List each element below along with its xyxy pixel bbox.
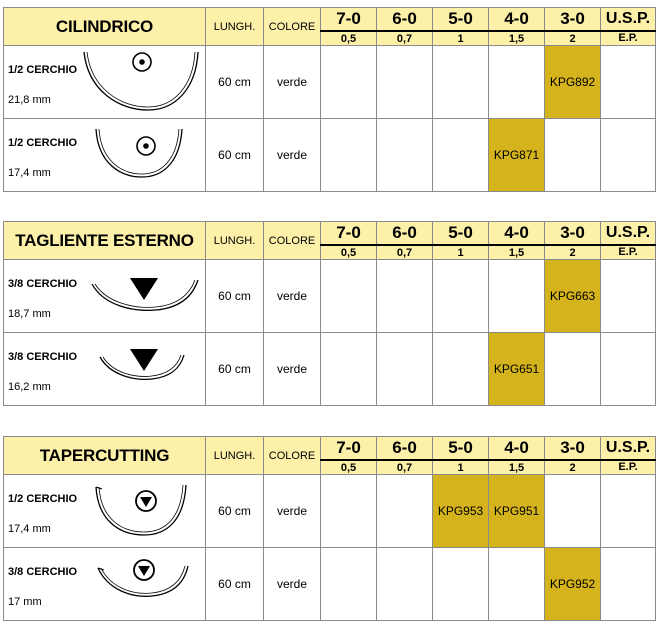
color-value: verde xyxy=(264,260,321,333)
size-4-0: 4-0 xyxy=(489,437,545,461)
code-cell-kpg651[interactable]: KPG651 xyxy=(489,333,545,406)
ep-0-5: 0,5 xyxy=(321,245,377,260)
needle-type: 1/2 CERCHIO xyxy=(8,64,78,76)
ep-0-5: 0,5 xyxy=(321,460,377,475)
empty-cell xyxy=(601,46,656,119)
code-cell xyxy=(433,119,489,192)
ep-2: 2 xyxy=(545,460,601,475)
code-cell xyxy=(321,548,377,621)
code-cell xyxy=(321,333,377,406)
needle-type: 1/2 CERCHIO xyxy=(8,137,78,149)
ep-1-5: 1,5 xyxy=(489,31,545,46)
size-7-0: 7-0 xyxy=(321,437,377,461)
size-5-0: 5-0 xyxy=(433,8,489,32)
three-eighths-needle-icon xyxy=(74,262,202,330)
code-cell xyxy=(545,333,601,406)
code-cell xyxy=(377,548,433,621)
code-cell xyxy=(321,475,377,548)
color-value: verde xyxy=(264,475,321,548)
color-value: verde xyxy=(264,548,321,621)
triangle-down-icon xyxy=(130,278,158,300)
section-title: TAPERCUTTING xyxy=(4,437,206,475)
code-cell xyxy=(489,260,545,333)
usp-label: U.S.P. xyxy=(601,8,656,32)
usp-label: U.S.P. xyxy=(601,222,656,246)
code-cell xyxy=(321,46,377,119)
ep-0-7: 0,7 xyxy=(377,245,433,260)
size-5-0: 5-0 xyxy=(433,222,489,246)
needle-type: 3/8 CERCHIO xyxy=(8,278,78,290)
circle-dot-icon xyxy=(137,137,155,155)
ep-2: 2 xyxy=(545,31,601,46)
empty-cell xyxy=(601,548,656,621)
col-colore: COLORE xyxy=(264,8,321,46)
size-3-0: 3-0 xyxy=(545,222,601,246)
size-3-0: 3-0 xyxy=(545,437,601,461)
ep-0-7: 0,7 xyxy=(377,31,433,46)
ep-0-7: 0,7 xyxy=(377,460,433,475)
table-row xyxy=(4,119,656,192)
length-value: 60 cm xyxy=(206,260,264,333)
needle-size: 17,4 mm xyxy=(8,167,51,179)
needle-cell xyxy=(4,333,206,406)
length-value: 60 cm xyxy=(206,333,264,406)
code-cell xyxy=(377,333,433,406)
code-cell xyxy=(489,548,545,621)
table-cilindrico xyxy=(3,7,656,192)
ep-1: 1 xyxy=(433,245,489,260)
size-4-0: 4-0 xyxy=(489,8,545,32)
code-cell xyxy=(321,119,377,192)
color-value: verde xyxy=(264,46,321,119)
size-4-0: 4-0 xyxy=(489,222,545,246)
triangle-down-icon xyxy=(130,349,158,371)
needle-type: 1/2 CERCHIO xyxy=(8,493,78,505)
empty-cell xyxy=(601,333,656,406)
code-cell xyxy=(433,333,489,406)
needle-type: 3/8 CERCHIO xyxy=(8,566,78,578)
ep-1: 1 xyxy=(433,460,489,475)
needle-size: 18,7 mm xyxy=(8,308,51,320)
needle-cell xyxy=(4,46,206,119)
table-row xyxy=(4,548,656,621)
code-cell xyxy=(377,475,433,548)
circle-triangle-icon xyxy=(134,560,154,580)
needle-cell xyxy=(4,475,206,548)
size-5-0: 5-0 xyxy=(433,437,489,461)
size-6-0: 6-0 xyxy=(377,437,433,461)
ep-1-5: 1,5 xyxy=(489,460,545,475)
needle-cell xyxy=(4,119,206,192)
size-6-0: 6-0 xyxy=(377,8,433,32)
size-3-0: 3-0 xyxy=(545,8,601,32)
length-value: 60 cm xyxy=(206,475,264,548)
ep-0-5: 0,5 xyxy=(321,31,377,46)
ep-label: E.P. xyxy=(601,31,656,46)
half-circle-needle-icon xyxy=(74,477,202,545)
circle-triangle-icon xyxy=(136,491,156,511)
half-circle-needle-icon xyxy=(74,121,202,189)
empty-cell xyxy=(601,119,656,192)
ep-2: 2 xyxy=(545,245,601,260)
size-6-0: 6-0 xyxy=(377,222,433,246)
col-lungh: LUNGH. xyxy=(206,8,264,46)
col-lungh: LUNGH. xyxy=(206,437,264,475)
code-cell-kpg871[interactable]: KPG871 xyxy=(489,119,545,192)
table-tagliente-esterno xyxy=(3,221,656,406)
section-title: TAGLIENTE ESTERNO xyxy=(4,222,206,260)
code-cell-kpg951[interactable]: KPG951 xyxy=(489,475,545,548)
size-7-0: 7-0 xyxy=(321,222,377,246)
code-cell xyxy=(377,260,433,333)
empty-cell xyxy=(601,475,656,548)
circle-dot-icon xyxy=(133,53,151,71)
ep-1: 1 xyxy=(433,31,489,46)
code-cell xyxy=(433,46,489,119)
ep-label: E.P. xyxy=(601,245,656,260)
table-row xyxy=(4,46,656,119)
length-value: 60 cm xyxy=(206,119,264,192)
table-row xyxy=(4,475,656,548)
needle-size: 16,2 mm xyxy=(8,381,51,393)
empty-cell xyxy=(601,260,656,333)
needle-size: 21,8 mm xyxy=(8,94,51,106)
color-value: verde xyxy=(264,119,321,192)
needle-type: 3/8 CERCHIO xyxy=(8,351,78,363)
ep-label: E.P. xyxy=(601,460,656,475)
code-cell-kpg952[interactable]: KPG952 xyxy=(545,548,601,621)
code-cell xyxy=(377,119,433,192)
col-colore: COLORE xyxy=(264,437,321,475)
col-colore: COLORE xyxy=(264,222,321,260)
code-cell xyxy=(433,548,489,621)
table-row xyxy=(4,260,656,333)
code-cell xyxy=(377,46,433,119)
section-title: CILINDRICO xyxy=(4,8,206,46)
code-cell xyxy=(545,119,601,192)
code-cell-kpg663[interactable]: KPG663 xyxy=(545,260,601,333)
col-lungh: LUNGH. xyxy=(206,222,264,260)
table-tapercutting xyxy=(3,436,656,621)
three-eighths-needle-icon xyxy=(74,335,202,403)
half-circle-needle-icon xyxy=(74,48,202,116)
code-cell-kpg953[interactable]: KPG953 xyxy=(433,475,489,548)
code-cell xyxy=(489,46,545,119)
needle-cell xyxy=(4,548,206,621)
size-7-0: 7-0 xyxy=(321,8,377,32)
needle-cell xyxy=(4,260,206,333)
needle-size: 17 mm xyxy=(8,596,42,608)
length-value: 60 cm xyxy=(206,548,264,621)
needle-size: 17,4 mm xyxy=(8,523,51,535)
table-row xyxy=(4,333,656,406)
color-value: verde xyxy=(264,333,321,406)
usp-label: U.S.P. xyxy=(601,437,656,461)
length-value: 60 cm xyxy=(206,46,264,119)
code-cell xyxy=(321,260,377,333)
code-cell-kpg892[interactable]: KPG892 xyxy=(545,46,601,119)
three-eighths-needle-icon xyxy=(74,550,202,618)
code-cell xyxy=(433,260,489,333)
ep-1-5: 1,5 xyxy=(489,245,545,260)
code-cell xyxy=(545,475,601,548)
